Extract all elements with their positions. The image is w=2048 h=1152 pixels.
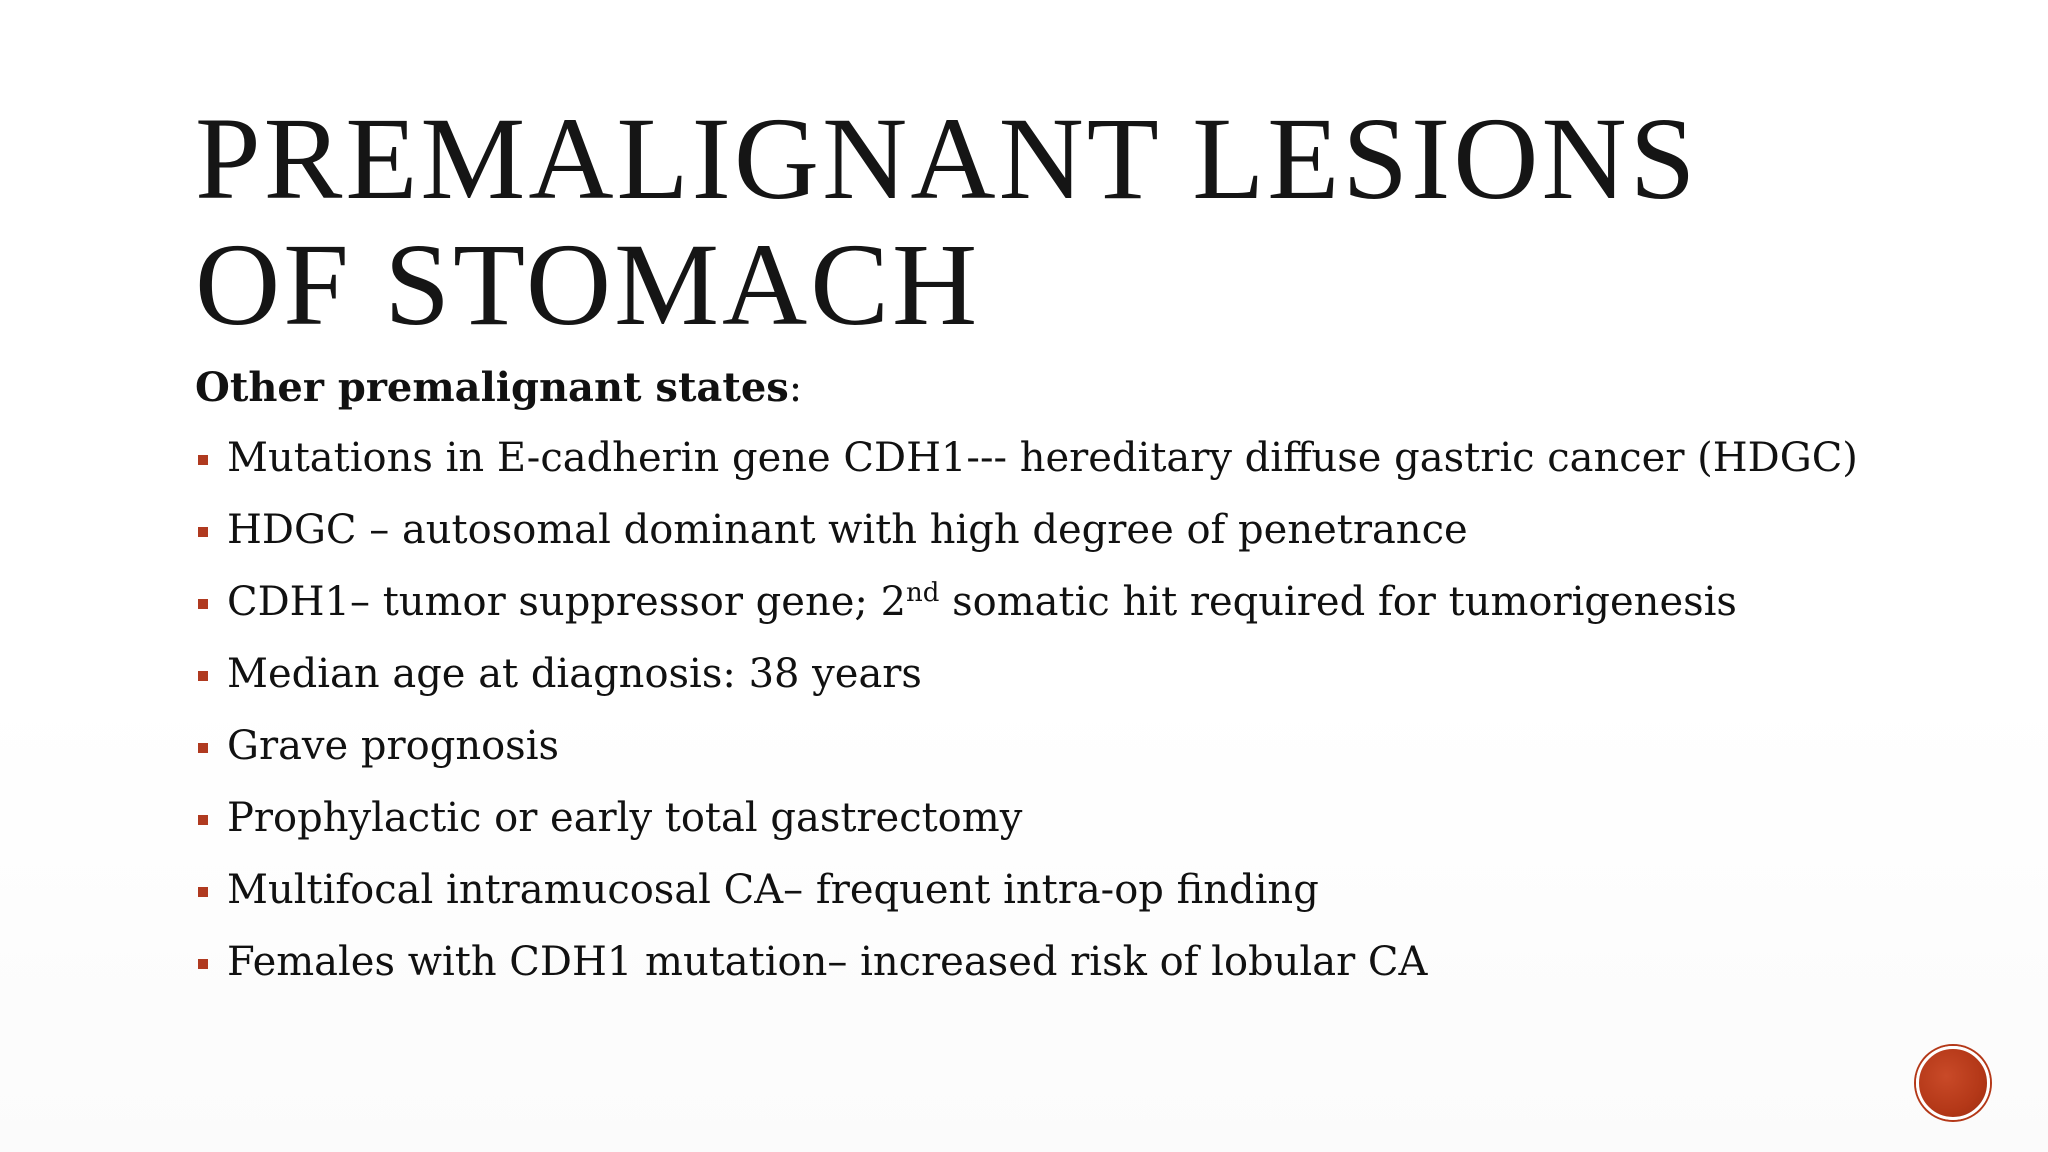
- title-line-1: PREMALIGNANT LESIONS: [195, 93, 1699, 224]
- square-bullet-icon: [198, 527, 208, 537]
- subheading-label: Other premalignant states: [195, 364, 789, 411]
- bullet-text: HDGC – autosomal dominant with high degree of penetrance: [227, 507, 1468, 553]
- title-line-2: OF STOMACH: [195, 219, 981, 350]
- bullet-text: Median age at diagnosis: 38 years: [227, 651, 922, 697]
- bullet-text-before: CDH1– tumor suppressor gene; 2: [227, 579, 907, 625]
- subheading: [195, 362, 802, 414]
- square-bullet-icon: [198, 959, 208, 969]
- square-bullet-icon: [198, 743, 208, 753]
- bullet-text: Mutations in E-cadherin gene CDH1--- hereditary diffuse gastric cancer (HDGC): [227, 435, 1858, 481]
- circle-nav-button-icon[interactable]: [1916, 1046, 1990, 1120]
- bullet-text: Prophylactic or early total gastrectomy: [227, 795, 1023, 841]
- bullet-text: Multifocal intramucosal CA– frequent intra-op finding: [227, 867, 1319, 913]
- subheading-colon: :: [788, 365, 803, 411]
- square-bullet-icon: [198, 887, 208, 897]
- bullet-text: Females with CDH1 mutation– increased risk of lobular CA: [227, 939, 1428, 985]
- slide-title: [195, 93, 1895, 350]
- square-bullet-icon: [198, 671, 208, 681]
- bullet-text: Grave prognosis: [227, 723, 560, 769]
- square-bullet-icon: [198, 455, 208, 465]
- bullet-text: [227, 576, 1737, 633]
- square-bullet-icon: [198, 815, 208, 825]
- bullet-superscript: nd: [906, 578, 940, 608]
- bullet-text-after: somatic hit required for tumorigenesis: [939, 579, 1737, 625]
- square-bullet-icon: [198, 599, 208, 609]
